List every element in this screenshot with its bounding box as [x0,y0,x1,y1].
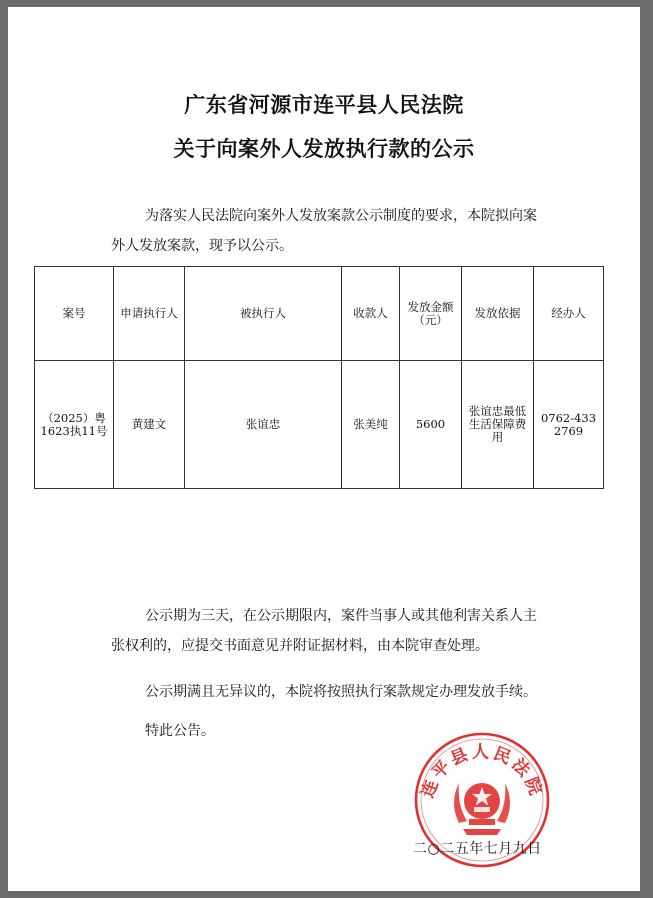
table-row [35,361,604,489]
document-page [8,7,640,891]
header-applicant: 申请执行人 [114,267,185,361]
notice-line-2: 张权利的，应提交书面意见并附证据材料，由本院审查处理。 [111,638,489,654]
header-basis: 发放依据 [462,267,534,361]
notice-line-1: 公示期为三天，在公示期限内，案件当事人或其他利害关系人主 [145,608,537,624]
intro-line-2: 外人发放案款，现予以公示。 [111,238,293,254]
cell-basis: 张谊忠最低生活保障费用 [462,361,534,489]
header-respondent: 被执行人 [185,267,342,361]
cell-amount: 5600 [400,361,462,489]
closing-text: 特此公告。 [145,723,215,739]
document-subtitle: 关于向案外人发放执行款的公示 [173,137,475,161]
header-handler: 经办人 [534,267,604,361]
table-header-row [35,267,604,361]
notice-paragraph-2: 公示期满且无异议的，本院将按照执行案款规定办理发放手续。 [145,684,537,700]
cell-payee: 张美纯 [342,361,400,489]
cell-case-number: （2025）粤1623执11号 [35,361,114,489]
intro-paragraph [8,201,640,261]
document-date: 二○二五年七月九日 [413,841,542,857]
header-payee: 收款人 [342,267,400,361]
seal-text-path: 连平县人民法院 [417,742,547,801]
payment-table [34,266,604,489]
cell-handler: 0762-4332769 [534,361,604,489]
notice-paragraph [8,601,640,661]
national-emblem-icon [454,783,510,835]
header-case-number: 案号 [35,267,114,361]
document-title: 广东省河源市连平县人民法院 [184,93,464,117]
cell-applicant: 黄建文 [114,361,185,489]
header-amount: 发放金额（元） [400,267,462,361]
cell-respondent: 张谊忠 [185,361,342,489]
intro-line-1: 为落实人民法院向案外人发放案款公示制度的要求，本院拟向案 [145,208,537,224]
